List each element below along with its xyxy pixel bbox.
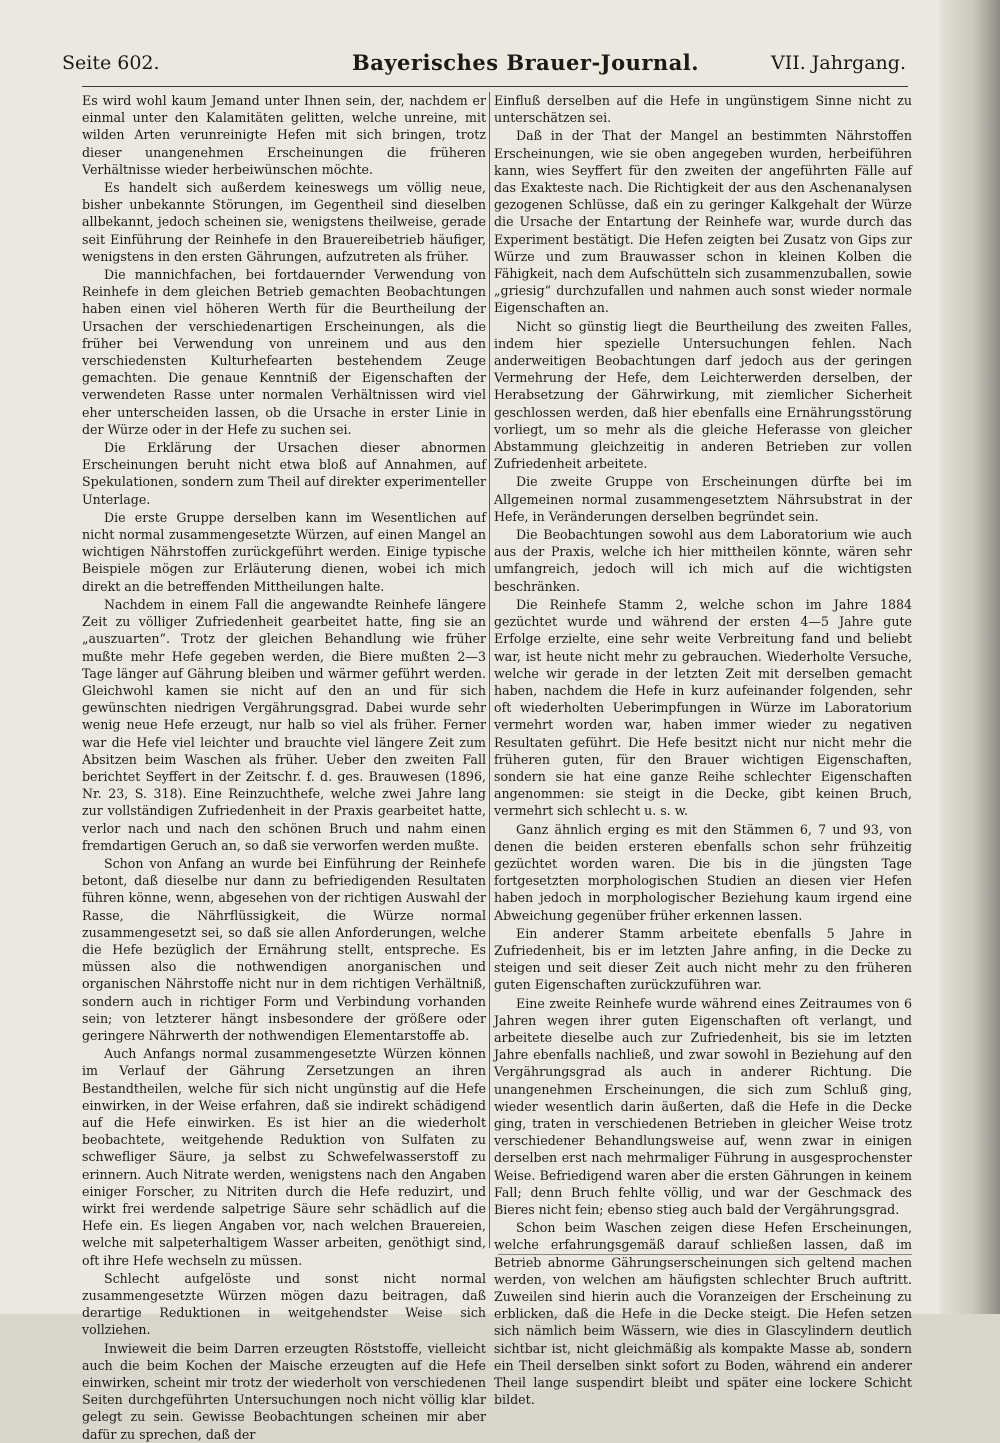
right-column	[494, 92, 912, 1408]
paragraph: Schon von Anfang an wurde bei Einführung der Reinhefe betont, daß dieselbe nur dann zu befriedigenden Resultaten führen könne, wenn, abgesehen von der richtigen Auswahl der Rasse, die Nährflüssigkeit, die Würze normal zusammengesetzt sei, so daß sie allen Anforderungen, welche die Hefe bezüglich der Ernährung stellt, entspreche. Es müssen also die nothwendigen anorganischen und organischen Nährstoffe nicht nur in dem richtigen Verhältniß, sondern auch in richtiger Form und Verbindung vorhanden sein; von letzterer hängt insbesondere der größere oder geringere Nährwerth der nothwendigen Elementarstoffe ab.	[82, 855, 486, 1043]
paragraph: Nachdem in einem Fall die angewandte Reinhefe längere Zeit zu völliger Zufriedenheit gearbeitet hatte, fing sie an „auszuarten“. Trotz der gleichen Behandlung wie früher mußte mehr Hefe gegeben werden, die Biere mußten 2—3 Tage länger auf Gährung bleiben und wärmer geführt werden. Gleichwohl kamen sie nicht auf den an und für sich gewünschten niedrigen Vergährungsgrad. Dabei wurde sehr wenig neue Hefe erzeugt, nur halb so viel als früher. Ferner war die Hefe viel leichter und brauchte viel längere Zeit zum Absitzen beim Waschen als früher. Ueber den zweiten Fall berichtet Seyffert in der Zeitschr. f. d. ges. Brauwesen (1896, Nr. 23, S. 318). Eine Reinzuchthefe, welche zwei Jahre lang zur vollständigen Zufriedenheit in der Praxis gearbeitet hatte, verlor nach und nach den schönen Bruch und nahm einen fremdartigen Geruch an, so daß sie verworfen werden mußte.	[82, 596, 486, 853]
paragraph: Die Beobachtungen sowohl aus dem Laboratorium wie auch aus der Praxis, welche ich hier mittheilen könnte, wären sehr umfangreich, jedoch will ich mich auf die wichtigsten beschränken.	[494, 527, 912, 594]
page-number: Seite 602.	[62, 52, 160, 74]
paragraph: Einfluß derselben auf die Hefe in ungünstigem Sinne nicht zu unterschätzen sei.	[494, 93, 912, 126]
paragraph: Auch Anfangs normal zusammengesetzte Würzen können im Verlauf der Gährung Zersetzungen an ihren Bestandtheilen, welche für sich nicht ungünstig auf die Hefe einwirken, in der Weise erfahren, daß sie indirekt schädigend auf die Hefe einwirken. Es ist hier an die wiederholt beobachtete, weitgehende Reduktion von Sulfaten zu schwefliger Säure, ja selbst zu Schwefelwasserstoff zu erinnern. Auch Nitrate werden, wenigstens nach den Angaben einiger Forscher, zu Nitriten durch die Hefe reduzirt, und wirkt frei werdende salpetrige Säure sehr schädlich auf die Hefe ein. Es liegen Angaben vor, nach welchen Brauereien, welche mit salpeterhaltigem Wasser arbeiten, genöthigt sind, oft ihre Hefe wechseln zu müssen.	[82, 1046, 486, 1268]
paragraph: Nicht so günstig liegt die Beurtheilung des zweiten Falles, indem hier spezielle Untersuchungen fehlen. Nach anderweitigen Beobachtungen darf jedoch aus der geringen Vermehrung der Hefe, dem Leichterwerden derselben, der Herabsetzung der Gährwirkung, mit ziemlicher Sicherheit geschlossen werden, daß hier ebenfalls eine Ernährungsstörung vorliegt, um so mehr als die gleiche Heferasse von gleicher Abstammung gleichzeitig in anderen Betrieben zur vollen Zufriedenheit arbeitete.	[494, 318, 912, 472]
paragraph: Schlecht aufgelöste und sonst nicht normal zusammengesetzte Würzen mögen dazu beitragen, daß derartige Reduktionen in weitgehendster Weise sich vollziehen.	[82, 1270, 486, 1338]
header-rule	[82, 86, 908, 87]
paragraph: Es wird wohl kaum Jemand unter Ihnen sein, der, nachdem er einmal unter den Kalamitäten gelitten, welche unreine, mit wilden Arten verunreinigte Hefen mit sich bringen, trotz dieser unangenehmen Erscheinungen die früheren Verhältnisse wieder herbeiwünschen möchte.	[82, 93, 486, 177]
paragraph: Daß in der That der Mangel an bestimmten Nährstoffen Erscheinungen, wie sie oben angegeben wurden, herbeiführen kann, wies Seyffert für den zweiten der angeführten Fälle auf das Exakteste nach. Die Richtigkeit der aus den Aschenanalysen gezogenen Schlüsse, daß ein zu geringer Kalkgehalt der Würze die Ursache der Entartung der Reinhefe war, wurde durch das Experiment bestätigt. Die Hefen zeigten bei Zusatz von Gips zur Würze und zum Brauwasser schon in kleinen Kolben die Fähigkeit, nach dem Aufschütteln sich zusammenzuballen, sowie „griesig“ durchzufallen und nahmen auch sonst wieder normale Eigenschaften an.	[494, 128, 912, 316]
paragraph: Die Reinhefe Stamm 2, welche schon im Jahre 1884 gezüchtet wurde und während der ersten 4—5 Jahre gute Erfolge erzielte, eine sehr weite Verbreitung fand und beliebt war, ist heute nicht mehr zu gebrauchen. Wiederholte Versuche, welche wir gerade in der letzten Zeit mit derselben gemacht haben, nachdem die Hefe in kurz aufeinander folgenden, sehr oft wiederholten Ueberimpfungen in Würze im Laboratorium vermehrt worden war, haben immer wieder zu negativen Resultaten geführt. Die Hefe besitzt nicht nur nicht mehr die früheren guten, für den Brauer wichtigen Eigenschaften, sondern sie hat eine ganze Reihe schlechter Eigenschaften angenommen: sie steigt in die Decke, gibt keinen Bruch, vermehrt sich schlecht u. s. w.	[494, 596, 912, 819]
paragraph: Inwieweit die beim Darren erzeugten Röststoffe, vielleicht auch die beim Kochen der Maische erzeugten auf die Hefe einwirken, scheint mir trotz der wiederholt von verschiedenen Seiten durchgeführten Untersuchungen noch nicht völlig klar gelegt zu sein. Gewisse Beobachtungen scheinen mir aber dafür zu sprechen, daß der	[82, 1340, 486, 1442]
footer-rule	[498, 1254, 912, 1255]
paragraph: Es handelt sich außerdem keineswegs um völlig neue, bisher unbekannte Störungen, im Gegentheil sind dieselben allbekannt, jedoch scheinen sie, wenigstens theilweise, gerade seit Einführung der Reinhefe in den Brauereibetrieb häufiger, wenigstens in den ersten Gährungen, aufzutreten als früher.	[82, 180, 486, 264]
running-header	[62, 50, 906, 82]
paragraph: Ein anderer Stamm arbeitete ebenfalls 5 Jahre in Zufriedenheit, bis er im letzten Jahre anfing, in die Decke zu steigen und seit dieser Zeit auch nicht mehr zu den früheren guten Eigenschaften zurückzuführen war.	[494, 925, 912, 993]
volume-label: VII. Jahrgang.	[770, 52, 906, 74]
paragraph: Die erste Gruppe derselben kann im Wesentlichen auf nicht normal zusammengesetzte Würzen, auf einen Mangel an wichtigen Nährstoffen zurückgeführt werden. Einige typische Beispiele mögen zur Erläuterung dienen, wobei ich mich direkt an die betreffenden Mittheilungen halte.	[82, 509, 486, 594]
paragraph: Die zweite Gruppe von Erscheinungen dürfte bei im Allgemeinen normal zusammengesetztem Nährsubstrat in der Hefe, in Veränderungen derselben begründet sein.	[494, 474, 912, 524]
journal-title: Bayerisches Brauer-Journal.	[352, 50, 700, 75]
paragraph: Die Erklärung der Ursachen dieser abnormen Erscheinungen beruht nicht etwa bloß auf Annahmen, auf Spekulationen, sondern zum Theil auf direkter experimenteller Unterlage.	[82, 440, 486, 507]
paragraph: Die mannichfachen, bei fortdauernder Verwendung von Reinhefe in dem gleichen Betrieb gemachten Beobachtungen haben einen viel höheren Werth für die Beurtheilung der Ursachen der verschiedenartigen Erscheinungen, als die früher bei Verwendung von unreinem und aus den verschiedensten Kulturhefearten bestehendem Zeuge gemachten. Die genaue Kenntniß der Eigenschaften der verwendeten Rasse unter normalen Verhältnissen wird viel eher unterscheiden lassen, ob die Ursache in erster Linie in der Würze oder in der Hefe zu suchen sei.	[82, 267, 486, 437]
page-edge-shadow	[940, 0, 1000, 1314]
left-column	[82, 92, 486, 1442]
paragraph: Eine zweite Reinhefe wurde während eines Zeitraumes von 6 Jahren wegen ihrer guten Eigenschaften oft verlangt, und arbeitete dieselbe auch zur Zufriedenheit, bis sie im letzten Jahre ebenfalls nachließ, und zwar sowohl in Beziehung auf den Vergährungsgrad als auch in anderer Richtung. Die unangenehmen Erscheinungen, die sich zum Schluß ging, wieder wesentlich darin äußerten, daß die Hefe in die Decke ging, traten in verschiedenen Betrieben in gleicher Weise trotz verschiedener Behandlungsweise auf, wenn zwar in einigen derselben erst nach mehrmaliger Führung in ausgesprochenster Weise. Befriedigend waren aber die ersten Gährungen in keinem Fall; denn Bruch fehlte völlig, und war der Geschmack des Bieres nicht fein; ebenso stieg auch bald der Vergährungsgrad.	[494, 995, 912, 1217]
column-divider	[489, 92, 490, 1248]
paragraph: Ganz ähnlich erging es mit den Stämmen 6, 7 und 93, von denen die beiden ersteren ebenfalls schon sehr frühzeitig gezüchtet worden waren. Die bis in die jüngsten Tage fortgesetzten morphologischen Studien an diesen vier Hefen haben jedoch in morphologischer Beziehung kaum irgend eine Abweichung gegenüber früher erkennen lassen.	[494, 821, 912, 923]
paragraph: Schon beim Waschen zeigen diese Hefen Erscheinungen, welche erfahrungsgemäß darauf schließen lassen, daß im Betrieb abnorme Gährungserscheinungen sich geltend machen werden, von welchen am häufigsten schlechter Bruch auftritt. Zuweilen sind hierin auch die Voranzeigen der Erscheinung zu erblicken, daß die Hefe in die Decke steigt. Die Hefen setzen sich nämlich beim Wässern, wie dies in Glascylindern deutlich sichtbar ist, nicht gleichmäßig als kompakte Masse ab, sondern ein Theil derselben sinkt sofort zu Boden, während ein anderer Theil lange suspendirt bleibt und später eine lockere Schicht bildet.	[494, 1220, 912, 1408]
